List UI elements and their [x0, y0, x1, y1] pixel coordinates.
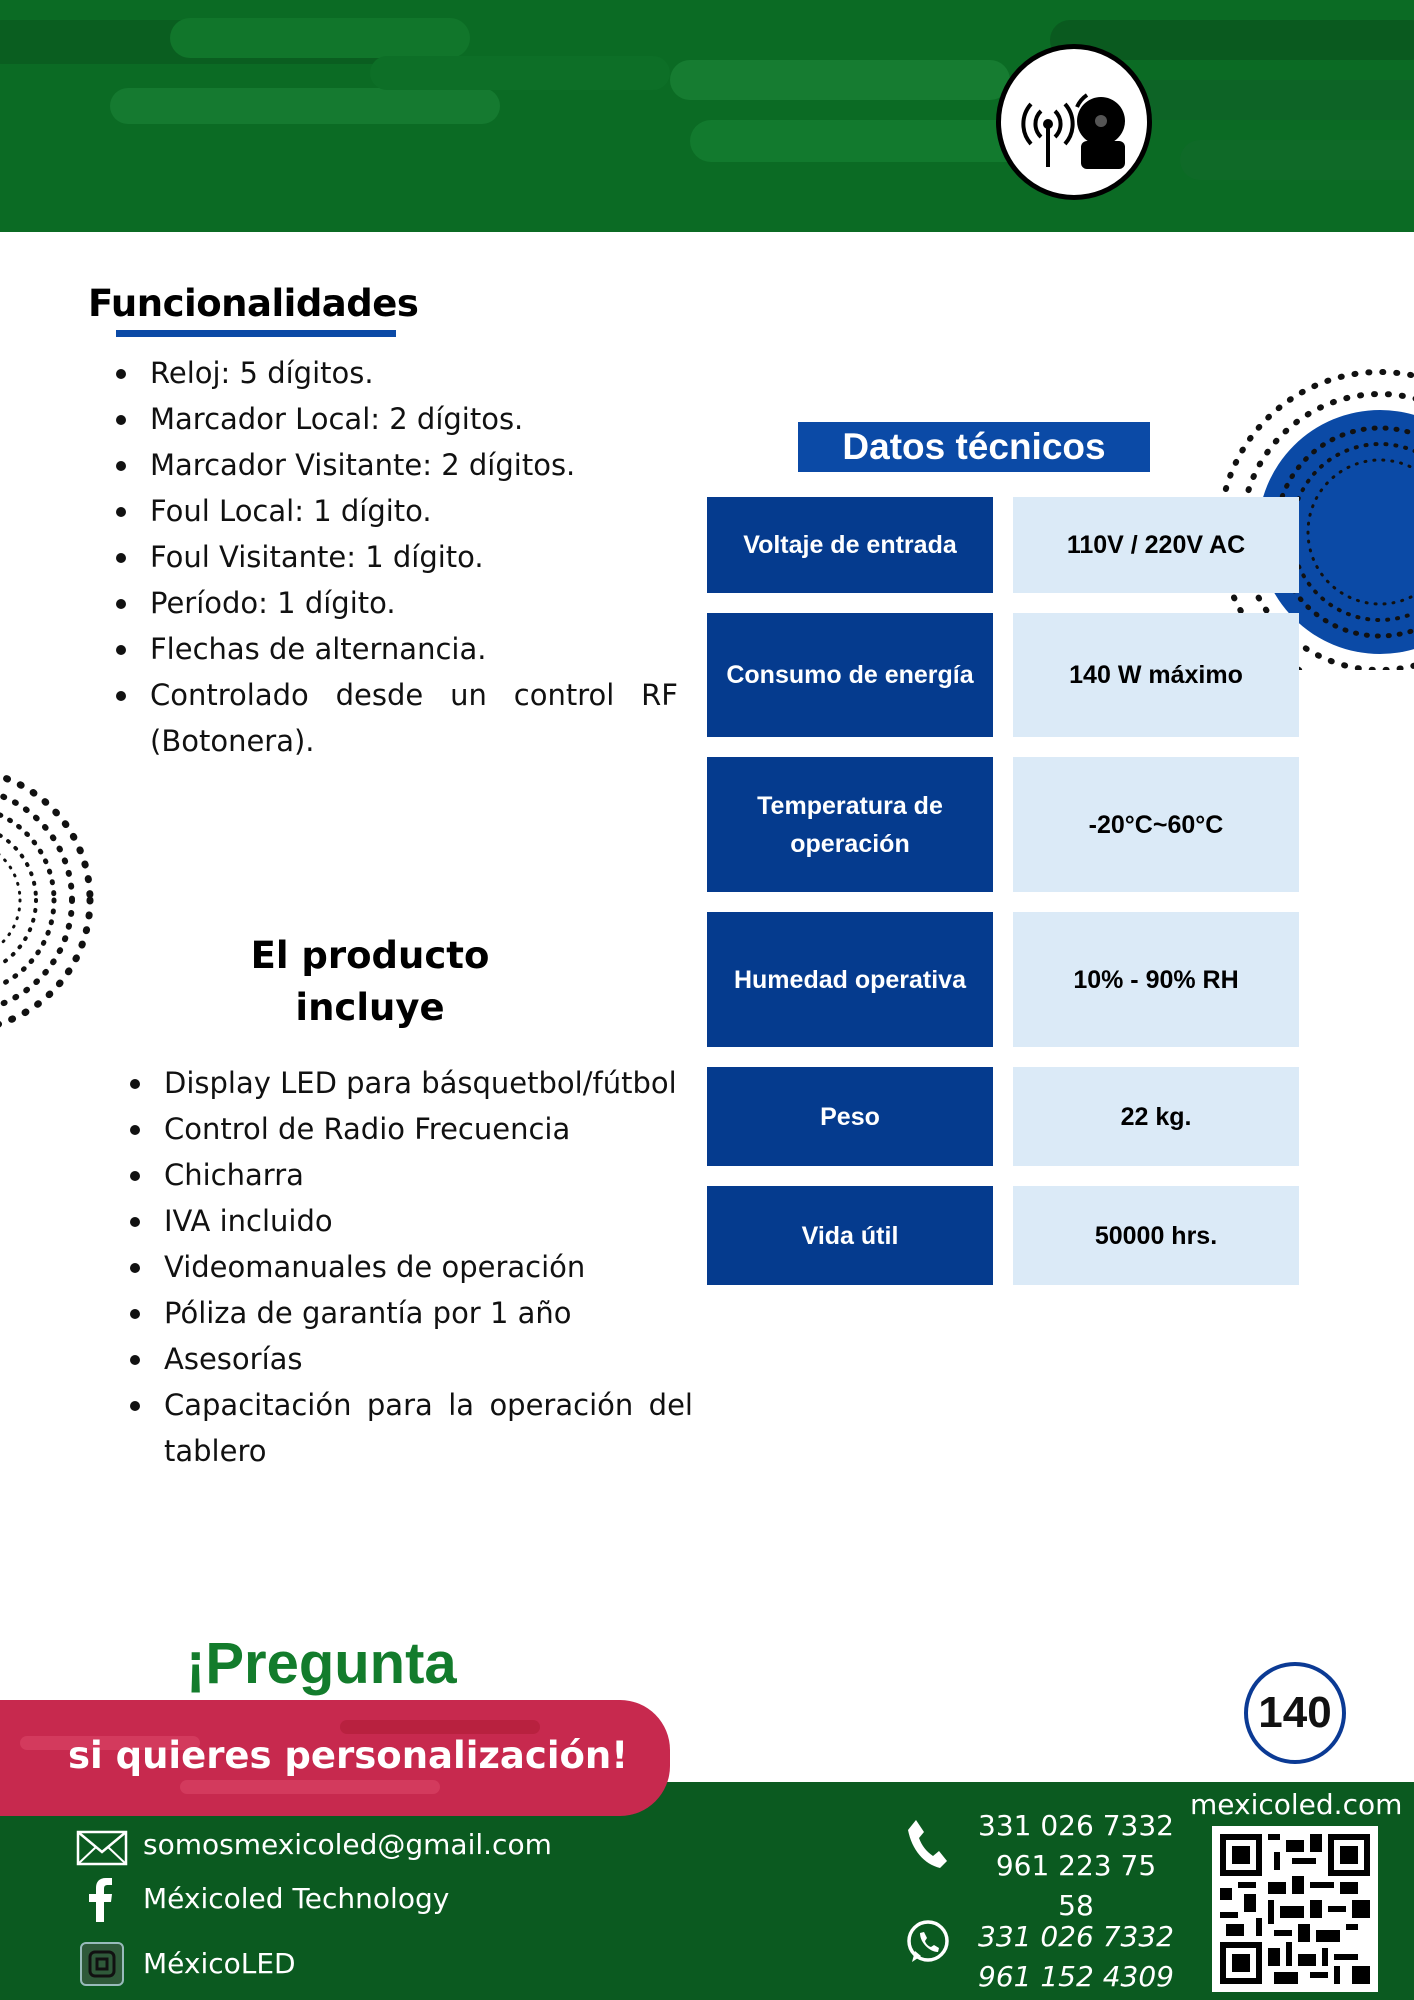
list-item: IVA incluido [130, 1198, 693, 1244]
email-link[interactable]: somosmexicoled@gmail.com [143, 1828, 552, 1861]
app-icon [80, 1942, 124, 1986]
spec-value: 140 W máximo [1013, 613, 1299, 737]
rf-buzzer-icon [996, 44, 1152, 200]
funcionalidades-title: Funcionalidades [88, 282, 419, 325]
app-link[interactable]: MéxicoLED [143, 1947, 296, 1980]
spec-value: -20°C~60°C [1013, 757, 1299, 892]
list-item: Chicharra [130, 1152, 693, 1198]
spec-value: 110V / 220V AC [1013, 497, 1299, 593]
spec-label: Peso [707, 1067, 993, 1166]
list-item: Foul Local: 1 dígito. [116, 488, 678, 534]
incluye-list [130, 1060, 693, 1474]
whatsapp-number[interactable]: 961 152 4309 [978, 1960, 1174, 1993]
personalization-text: si quieres personalización! [68, 1734, 629, 1777]
decorative-dots-left [0, 760, 100, 1050]
whatsapp-icon [904, 1918, 952, 1970]
list-item: Videomanuales de operación [130, 1244, 693, 1290]
datos-tecnicos-title: Datos técnicos [798, 422, 1150, 472]
spec-value: 22 kg. [1013, 1067, 1299, 1166]
phone-icon [906, 1818, 948, 1874]
spec-label: Voltaje de entrada [707, 497, 993, 593]
funcionalidades-list [116, 350, 678, 764]
incluye-title-line2: incluye [295, 986, 445, 1029]
list-item: Asesorías [130, 1336, 693, 1382]
pregunta-heading: ¡Pregunta [186, 1631, 457, 1696]
whatsapp-number[interactable]: 331 026 7332 [978, 1920, 1174, 1953]
list-item: Período: 1 dígito. [116, 580, 678, 626]
title-underline [116, 330, 396, 337]
phone-number[interactable]: 331 026 7332 [978, 1809, 1174, 1842]
list-item: Control de Radio Frecuencia [130, 1106, 693, 1152]
facebook-link[interactable]: Méxicoled Technology [143, 1882, 450, 1915]
list-item: Foul Visitante: 1 dígito. [116, 534, 678, 580]
phone-number[interactable]: 961 223 75 58 [995, 1849, 1157, 1922]
list-item: Flechas de alternancia. [116, 626, 678, 672]
list-item: Reloj: 5 dígitos. [116, 350, 678, 396]
spec-label: Consumo de energía [707, 613, 993, 737]
list-item: Capacitación para la operación del tablero [130, 1382, 693, 1474]
header-band [0, 0, 1414, 232]
website-link[interactable]: mexicoled.com [1190, 1788, 1403, 1821]
list-item: Display LED para básquetbol/fútbol [130, 1060, 693, 1106]
mail-icon [76, 1830, 128, 1870]
spec-label: Vida útil [707, 1186, 993, 1285]
list-item: Marcador Visitante: 2 dígitos. [116, 442, 678, 488]
incluye-title [210, 930, 530, 1034]
list-item: Marcador Local: 2 dígitos. [116, 396, 678, 442]
page-number-badge: 140 [1244, 1662, 1346, 1764]
facebook-icon [86, 1878, 114, 1926]
incluye-title-line1: El producto [250, 934, 490, 977]
qr-code[interactable] [1212, 1826, 1378, 1992]
spec-label: Humedad operativa [707, 912, 993, 1047]
list-item: Póliza de garantía por 1 año [130, 1290, 693, 1336]
spec-value: 10% - 90% RH [1013, 912, 1299, 1047]
spec-label: Temperatura de operación [707, 757, 993, 892]
spec-value: 50000 hrs. [1013, 1186, 1299, 1285]
list-item: Controlado desde un control RF (Botonera). [116, 672, 678, 764]
